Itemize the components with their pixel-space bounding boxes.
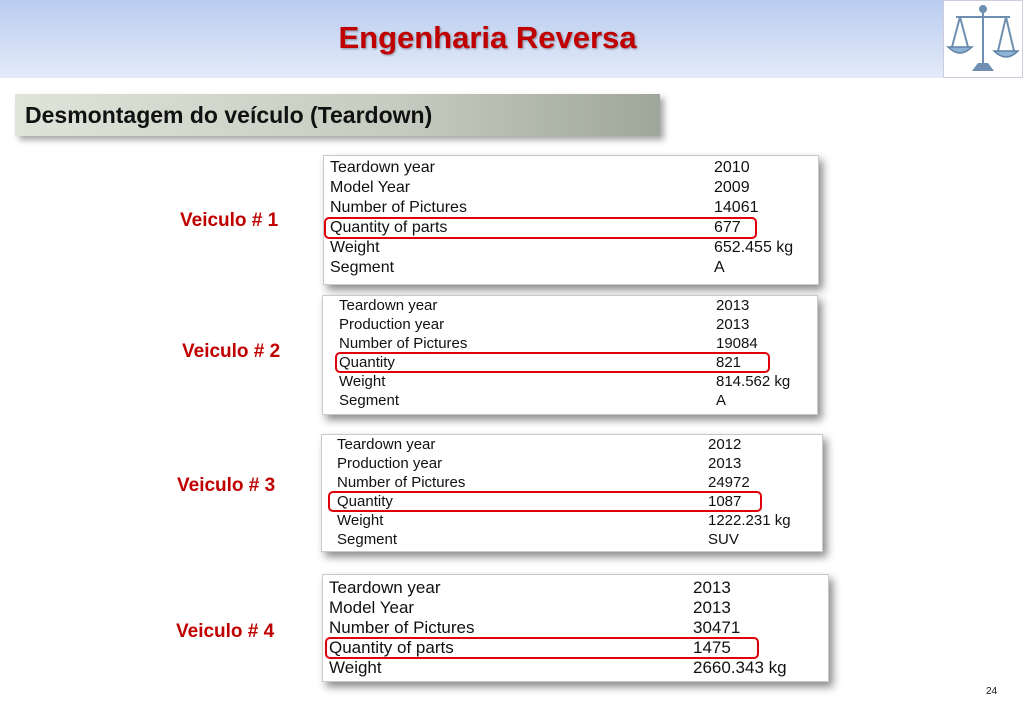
row-label: Teardown year — [337, 436, 436, 453]
row-value: SUV — [708, 531, 739, 548]
row-label: Teardown year — [329, 578, 441, 597]
row-label: Segment — [330, 259, 395, 276]
row-value: 19084 — [716, 335, 758, 352]
row-label: Number of Pictures — [329, 618, 475, 637]
vehicle-2-label: Veiculo # 2 — [182, 341, 281, 362]
section-header — [15, 94, 660, 136]
row-value: 30471 — [693, 618, 741, 637]
table-row — [324, 158, 818, 178]
row-label: Number of Pictures — [339, 335, 468, 352]
row-label: Model Year — [329, 598, 415, 617]
table-row — [324, 238, 818, 258]
row-label: Quantity — [337, 493, 393, 510]
row-value: 2013 — [716, 316, 750, 333]
scales-of-justice-icon — [943, 0, 1023, 78]
row-label: Weight — [330, 239, 380, 256]
row-label: Segment — [337, 531, 398, 548]
table-row — [322, 473, 822, 493]
table-row — [323, 315, 817, 335]
row-value: 814.562 kg — [716, 373, 791, 390]
row-value: 2012 — [708, 436, 742, 453]
page-title: Engenharia Reversa — [338, 20, 637, 55]
table-row — [323, 372, 817, 392]
row-value: 2013 — [693, 578, 731, 597]
row-value: 14061 — [714, 199, 759, 216]
highlight-box — [328, 491, 762, 512]
vehicle-1-label: Veiculo # 1 — [180, 210, 279, 231]
highlight-box — [325, 637, 759, 659]
vehicle-1-card — [323, 155, 819, 285]
row-value: 24972 — [708, 474, 750, 491]
vehicle-4-card — [322, 574, 829, 682]
row-value: 1087 — [708, 493, 742, 510]
table-row — [323, 391, 817, 411]
table-row — [324, 178, 818, 198]
table-row — [323, 618, 828, 638]
row-label: Weight — [329, 658, 382, 677]
row-value: 2013 — [716, 297, 750, 314]
table-row — [323, 334, 817, 354]
table-row — [324, 198, 818, 218]
row-label: Production year — [337, 455, 443, 472]
vehicle-3-label: Veiculo # 3 — [177, 475, 276, 496]
row-value: A — [714, 259, 725, 276]
row-value: 2013 — [693, 598, 731, 617]
row-label: Quantity of parts — [329, 638, 454, 657]
vehicle-2-card — [322, 295, 818, 415]
row-value: 652.455 kg — [714, 239, 794, 256]
table-row — [322, 454, 822, 474]
row-value: 677 — [714, 219, 741, 236]
row-label: Production year — [339, 316, 445, 333]
vehicle-3-card — [321, 434, 823, 552]
table-row — [324, 258, 818, 278]
highlight-box — [335, 352, 770, 373]
table-row — [322, 530, 822, 550]
row-label: Weight — [337, 512, 384, 529]
section-title: Desmontagem do veículo (Teardown) — [25, 102, 433, 128]
row-value: 2660.343 kg — [693, 658, 787, 677]
row-label: Model Year — [330, 179, 411, 196]
row-value: 1222.231 kg — [708, 512, 791, 529]
row-label: Quantity of parts — [330, 219, 448, 236]
row-label: Teardown year — [330, 159, 435, 176]
row-label: Number of Pictures — [330, 199, 467, 216]
row-value: 821 — [716, 354, 742, 371]
row-label: Weight — [339, 373, 386, 390]
row-label: Segment — [339, 392, 400, 409]
table-row — [323, 658, 828, 678]
row-label: Teardown year — [339, 297, 438, 314]
page-number: 24 — [986, 686, 998, 697]
table-row — [323, 296, 817, 316]
row-label: Number of Pictures — [337, 474, 466, 491]
table-row — [322, 511, 822, 531]
row-label: Quantity — [339, 354, 395, 371]
table-row — [323, 578, 828, 598]
highlight-box — [324, 217, 757, 239]
table-row — [323, 598, 828, 618]
vehicle-4-label: Veiculo # 4 — [176, 621, 275, 642]
row-value: 1475 — [693, 638, 731, 657]
table-row — [322, 435, 822, 455]
row-value: 2013 — [708, 455, 742, 472]
row-value: A — [716, 392, 727, 409]
row-value: 2010 — [714, 159, 750, 176]
row-value: 2009 — [714, 179, 750, 196]
